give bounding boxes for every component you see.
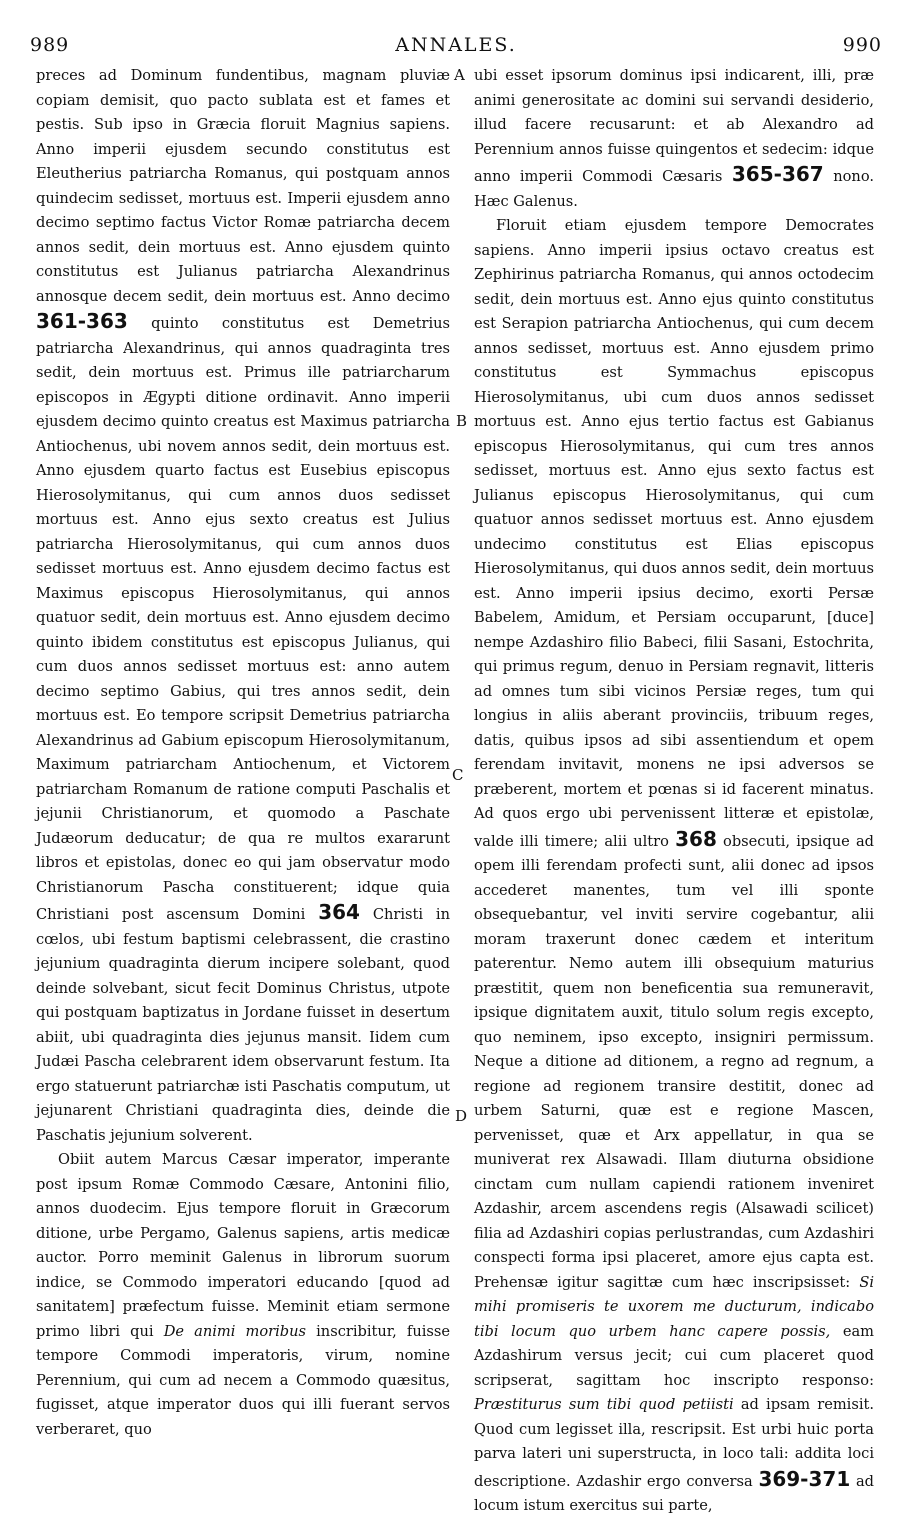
- inscription-text: Si mihi promiseris te uxorem me ducturum, indicabo tibi locum quo urbem hanc capere possis,: [474, 1273, 874, 1340]
- section-marker-a: A: [454, 66, 465, 84]
- margin-number: 368: [675, 826, 717, 851]
- response-text: Præstiturus sum tibi quod petiisti: [474, 1396, 734, 1413]
- page-number-left: 989: [30, 34, 70, 56]
- running-title: ANNALES.: [395, 34, 517, 56]
- page-number-right: 990: [842, 34, 882, 56]
- left-column: [36, 64, 450, 1442]
- section-marker-d: D: [455, 1107, 468, 1125]
- left-paragraph-2: Obiit autem Marcus Cæsar imperator, imperante post ipsum Romæ Commodo Cæsare, Antonini filio, annos duodecim. Ejus tempore floruit in Græcorum ditione, urbe Pergamo, Galenus sapiens, artis medicæ auctor. Porro meminit Galenus in librorum suorum indice, se Commodo imperatori educando [quod ad sanitatem] præfectum fuisse. Meminit etiam sermone primo libri qui De animi moribus inscribitur, fuisse tempore Commodi imperatoris, virum, nomine Perennium, qui cum ad necem a Commodo quæsitus, fugisset, atque imperator duos qui illi fuerant servos verberaret, quo: [36, 1151, 450, 1438]
- section-marker-c: C: [452, 766, 464, 784]
- page-header: [30, 34, 882, 58]
- margin-number: 369-371: [758, 1466, 851, 1491]
- right-column: [474, 64, 874, 1519]
- margin-number: 364: [318, 900, 360, 924]
- margin-number: 361-363: [36, 309, 128, 333]
- right-paragraph-1: ubi esset ipsorum dominus ipsi indicarent, illi, præ animi generositate ac domini sui servandi desiderio, illud facere recusarunt: et ab Alexandro ad Perennium annos fuisse quingentos et sedecim: idque anno imperii Commodi Cæsaris 365-367 nono. Hæc Galenus.: [474, 67, 874, 210]
- left-paragraph-1: preces ad Dominum fundentibus, magnam pluviæ copiam demisit, quo pacto sublata est et fames et pestis. Sub ipso in Græcia floruit Magnius sapiens. Anno imperii ejusdem secundo constitutus est Eleutherius patriarcha Romanus, qui postquam annos quindecim sedisset, mortuus est. Imperii ejusdem anno decimo septimo factus Victor Romæ patriarcha decem annos sedit, dein mortuus est. Anno ejusdem quinto constitutus est Julianus patriarcha Alexandrinus annosque decem sedit, dein mortuus est. Anno decimo 361-363 quinto constitutus est Demetrius patriarcha Alexandrinus, qui annos quadraginta tres sedit, dein mortuus est. Primus ille patriarcharum episcopos in Ægypti ditione ordinavit. Anno imperii ejusdem decimo quinto creatus est Maximus patriarcha Antiochenus, ubi novem annos sedit, dein mortuus est. Anno ejusdem quarto factus est Eusebius episcopus Hierosolymitanus, qui cum annos duos sedisset mortuus est. Anno ejus sexto creatus est Julius patriarcha Hierosolymitanus, qui cum annos duos sedisset mortuus est. Anno ejusdem decimo factus est Maximus episcopus Hierosolymitanus, qui annos quatuor sedit, dein mortuus est. Anno ejusdem decimo quinto ibidem constitutus est episcopus Julianus, qui cum duos annos sedisset mortuus est: anno autem decimo septimo Gabius, qui tres annos sedit, dein mortuus est. Eo tempore scripsit Demetrius patriarcha Alexandrinus ad Gabium episcopum Hierosolymitanum, Maximum patriarcham Antiochenum, et Victorem patriarcham Romanum de ratione computi Paschalis et jejunii Christianorum, et quomodo a Paschate Judæorum deducatur; de qua re multos exararunt libros et epistolas, donec eo qui jam observatur modo Christianorum Pascha constituerent; idque quia Christiani post ascensum Domini 364 Christi in cœlos, ubi festum baptismi celebrassent, die crastino jejunium quadraginta dierum incipere solebant, quod deinde solvebant, sicut fecit Dominus Christus, utpote qui postquam baptizatus in Jordane fuisset in desertum abiit, ubi quadraginta dies jejunus mansit. Iidem cum Judæi Pascha celebrarent idem observarunt festum. Ita ergo statuerunt patriarchæ isti Paschatis computum, ut jejunarent Christiani quadraginta dies, deinde die Paschatis jejunium solverent.: [36, 67, 450, 1144]
- book-title: De animi moribus: [163, 1322, 307, 1340]
- section-marker-b: B: [456, 412, 468, 430]
- right-paragraph-2: Floruit etiam ejusdem tempore Democrates sapiens. Anno imperii ipsius octavo creatus est Zephirinus patriarcha Romanus, qui annos octodecim sedit, dein mortuus est. Anno ejus quinto constitutus est Serapion patriarcha Antiochenus, qui cum decem annos sedisset, mortuus est. Anno ejusdem primo constitutus est Symmachus episcopus Hierosolymitanus, ubi cum duos annos sedisset mortuus est. Anno ejus tertio factus est Gabianus episcopus Hierosolymitanus, qui cum tres annos sedisset, mortuus est. Anno ejus sexto factus est Julianus episcopus Hierosolymitanus, qui cum quatuor annos sedisset mortuus est. Anno ejusdem undecimo constitutus est Elias episcopus Hierosolymitanus, qui duos annos sedit, dein mortuus est. Anno imperii ipsius decimo, exorti Persæ Babelem, Amidum, et Persiam occuparunt, [duce] nempe Azdashiro filio Babeci, filii Sasani, Estochrita, qui primus regum, denuo in Persiam regnavit, litteris ad omnes tum sibi vicinos Persiæ reges, tum qui longius in aliis aberant provinciis, tribuum reges, datis, quibus ipsos ad sibi assentiendum et opem ferendam invitavit, monens ne ipsi adversos se præberent, mortem et pœnas si id facerent minatus. Ad quos ergo ubi pervenissent litteræ et epistolæ, valde illi timere; alii ultro 368 obsecuti, ipsique ad opem illi ferendam profecti sunt, alii donec ad ipsos accederet manentes, tum vel illi sponte obsequebantur, vel inviti servire cogebantur, alii moram traxerunt donec cædem et interitum paterentur. Nemo autem illi obsequium maturius præstitit, quem non beneficentia sua remuneravit, ipsique dignitatem auxit, titulo solum regis excepto, quo neminem, ipso excepto, insigniri permissum. Neque a ditione ad ditionem, a regno ad regnum, a regione ad regionem transire destitit, donec ad urbem Saturni, quæ est e regione Mascen, pervenisset, quæ et Arx appellatur, in qua se muniverat rex Alsawadi. Illam diuturna obsidione cinctam cum nullam capiendi rationem inveniret Azdashir, arcem ascendens regis (Alsawadi scilicet) filia ad Azdashiri copias perlustrandas, cum Azdashiri conspecti forma ipsi placeret, amore ejus capta est. Prehensæ igitur sagittæ cum hæc inscripsisset: Si mihi promiseris te uxorem me ducturum, indicabo tibi locum quo urbem hanc capere possis, eam Azdashirum versus jecit; cui cum placeret quod scripserat, sagittam hoc inscripto responso: Præstiturus sum tibi quod petiisti ad ipsam remisit. Quod cum legisset illa, rescripsit. Est urbi huic porta parva lateri uni superstructa, in loco tali: addita loci descriptione. Azdashir ergo conversa 369-371 ad locum istum exercitus sui parte,: [474, 217, 874, 1514]
- margin-number: 365-367: [731, 162, 824, 186]
